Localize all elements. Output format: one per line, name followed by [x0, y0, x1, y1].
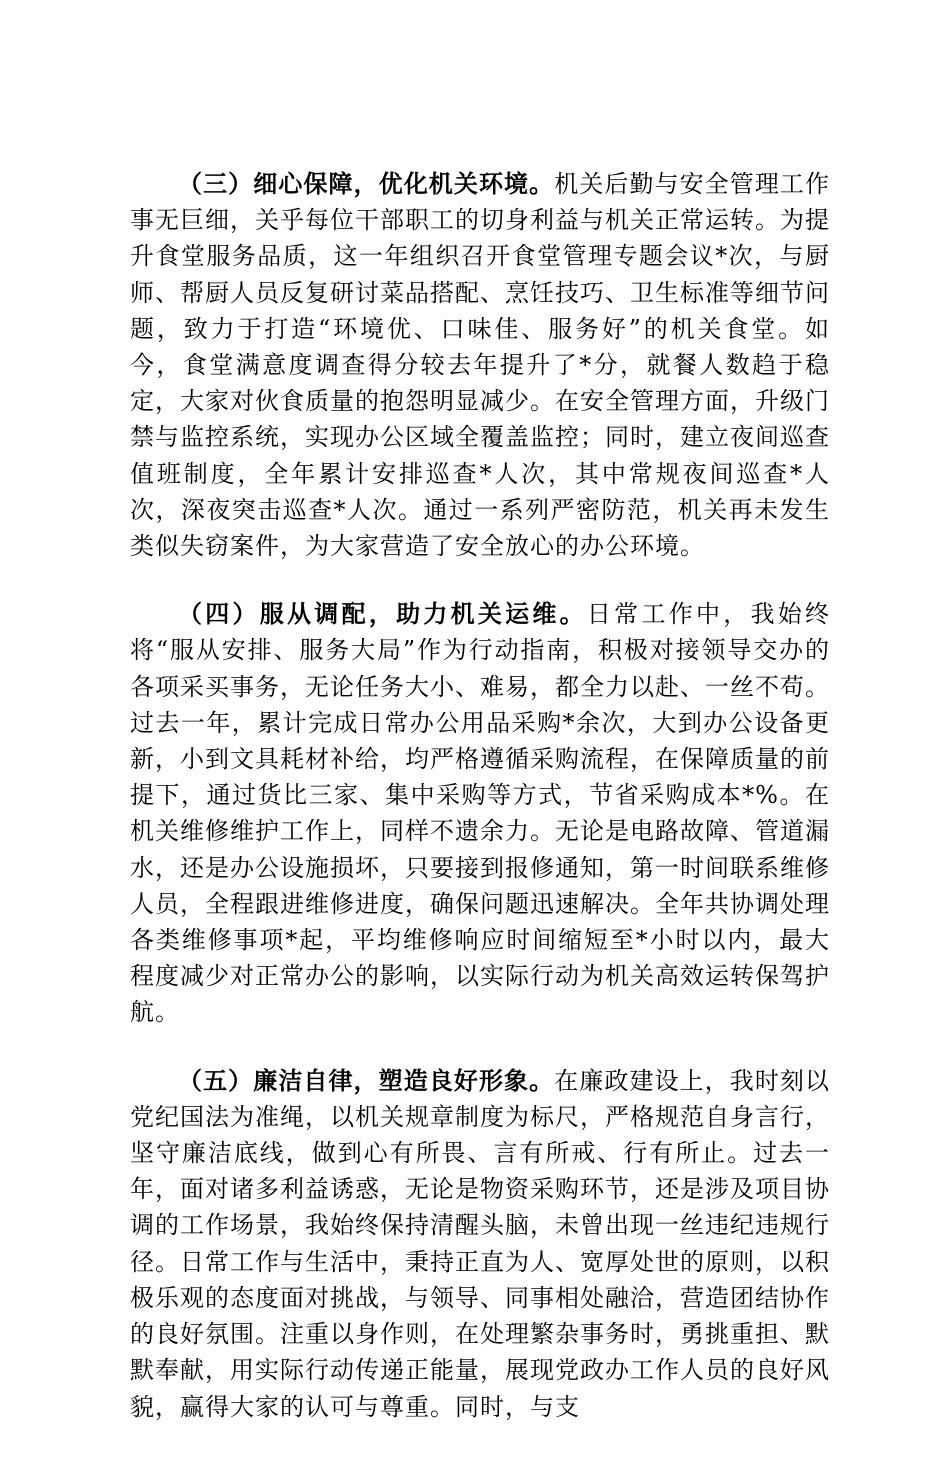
section-paragraph-5 [130, 1063, 830, 1425]
section-heading-3: （三）细心保障，优化机关环境。 [178, 170, 555, 198]
section-body-3: 机关后勤与安全管理工作事无巨细，关乎每位干部职工的切身利益与机关正常运转。为提升食堂服务品质，这一年组织召开食堂管理专题会议*次，与厨师、帮厨人员反复研讨菜品搭配、烹饪技巧、卫生标准等细节问题，致力于打造“环境优、口味佳、服务好”的机关食堂。如今，食堂满意度调查得分较去年提升了*分，就餐人数趋于稳定，大家对伙食质量的抱怨明显减少。在安全管理方面，升级门禁与监控系统，实现办公区域全覆盖监控；同时，建立夜间巡查值班制度，全年累计安排巡查*人次，其中常规夜间巡查*人次，深夜突击巡查*人次。通过一系列严密防范，机关再未发生类似失窃案件，为大家营造了安全放心的办公环境。 [130, 170, 831, 561]
section-paragraph-3 [130, 166, 830, 564]
section-body-5: 在廉政建设上，我时刻以党纪国法为准绳，以机关规章制度为标尺，严格规范自身言行，坚守廉洁底线，做到心有所畏、言有所戒、行有所止。过去一年，面对诸多利益诱惑，无论是物资采购环节，还是涉及项目协调的工作场景，我始终保持清醒头脑，未曾出现一丝违纪违规行径。日常工作与生活中，秉持正直为人、宽厚处世的原则，以积极乐观的态度面对挑战，与领导、同事相处融洽，营造团结协作的良好氛围。注重以身作则，在处理繁杂事务时，勇挑重担、默默奉献，用实际行动传递正能量，展现党政办工作人员的良好风貌，赢得大家的认可与尊重。同时，与支 [130, 1066, 831, 1421]
section-body-4: 日常工作中，我始终将“服从安排、服务大局”作为行动指南，积极对接领导交办的各项采买事务，无论任务大小、难易，都全力以赴、一丝不苟。过去一年，累计完成日常办公用品采购*余次，大到办公设备更新，小到文具耗材补给，均严格遵循采购流程，在保障质量的前提下，通过货比三家、集中采购等方式，节省采购成本*%。在机关维修维护工作上，同样不遗余力。无论是电路故障、管道漏水，还是办公设施损坏，只要接到报修通知，第一时间联系维修人员，全程跟进维修进度，确保问题迅速解决。全年共协调处理各类维修事项*起，平均维修响应时间缩短至*小时以内，最大程度减少对正常办公的影响，以实际行动为机关高效运转保驾护航。 [130, 600, 831, 1027]
document-page [130, 166, 830, 1457]
section-heading-5: （五）廉洁自律，塑造良好形象。 [178, 1066, 555, 1095]
section-heading-4: （四）服从调配，助力机关运维。 [178, 600, 587, 629]
section-paragraph-4 [130, 596, 830, 1030]
